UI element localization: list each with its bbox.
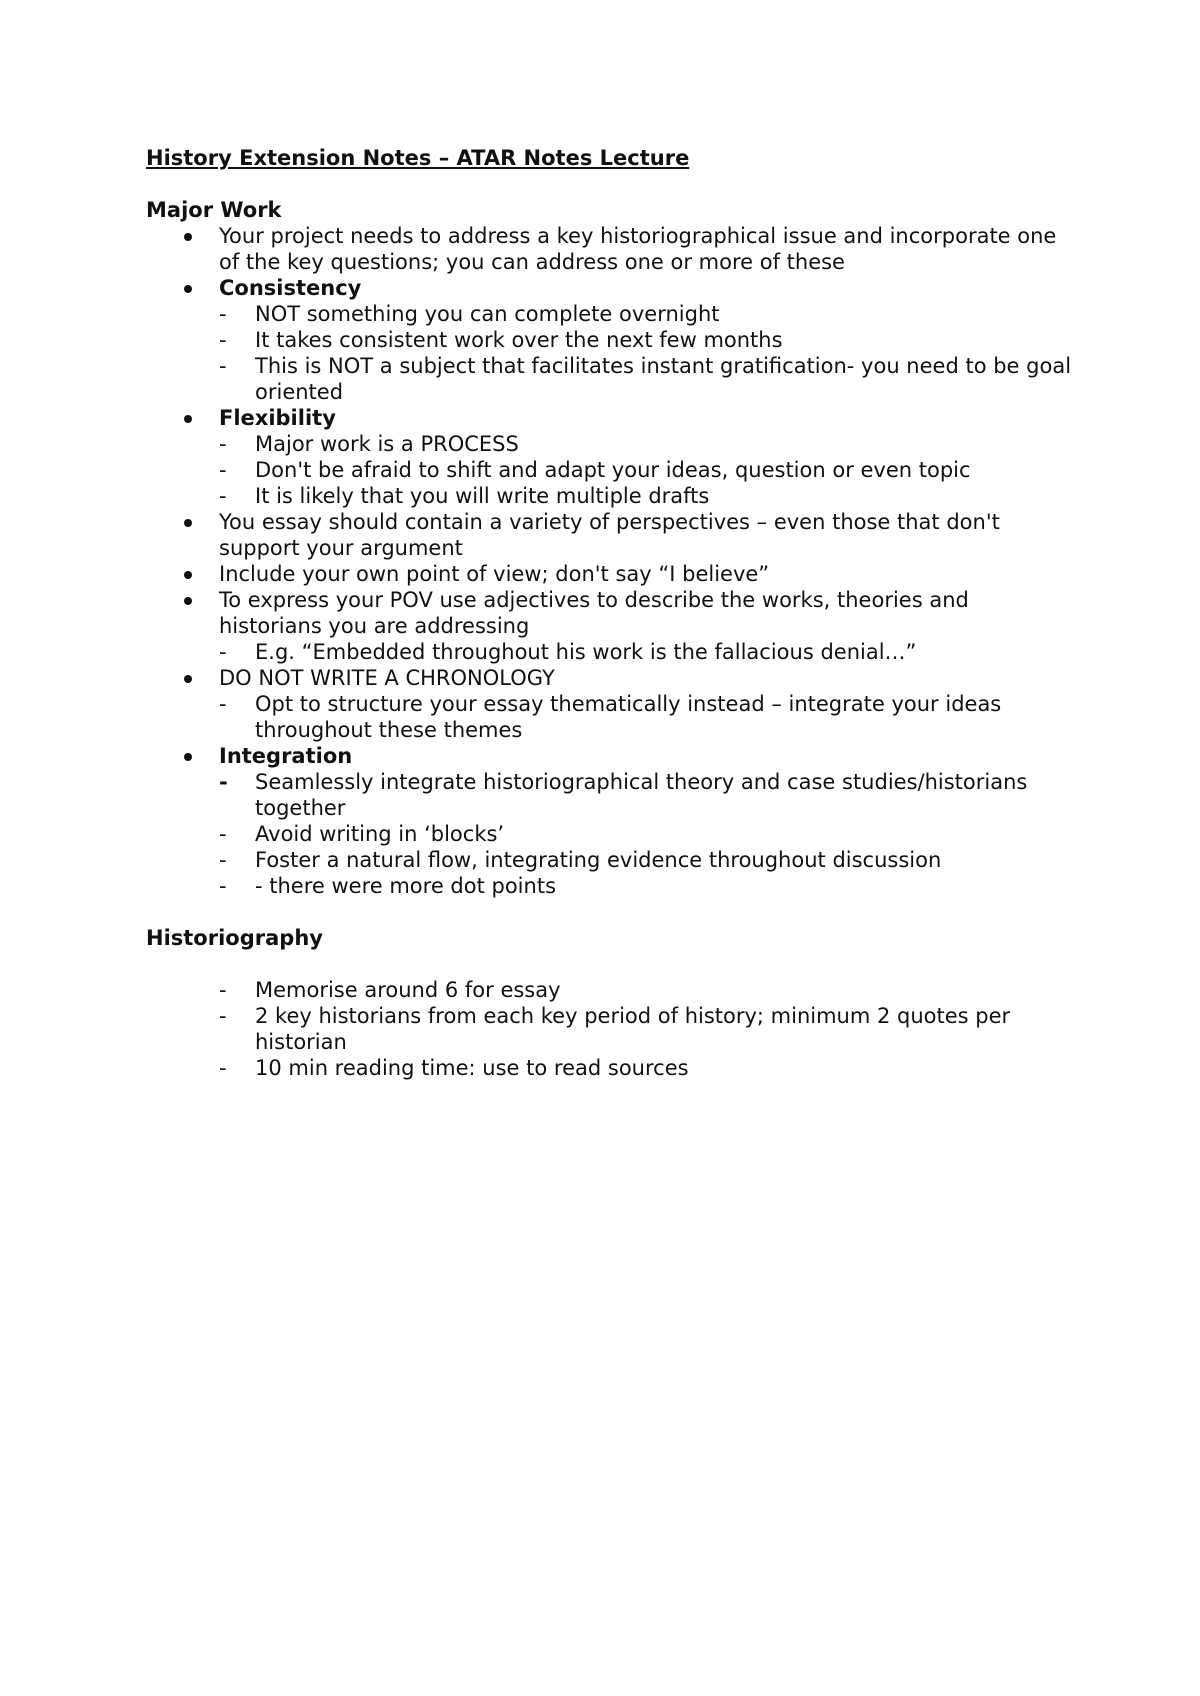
dash-icon: - <box>219 692 227 716</box>
bullet-text: Integration <box>219 744 353 768</box>
dash-icon: - <box>219 484 227 508</box>
sub-list-item <box>146 301 1076 327</box>
sub-item-text: Avoid writing in ‘blocks’ <box>255 822 505 846</box>
sub-list-item <box>146 457 1076 483</box>
dash-icon: - <box>219 1004 227 1028</box>
spacer <box>146 951 1076 977</box>
sub-list <box>219 431 1076 509</box>
sub-list-item <box>146 873 1076 899</box>
dash-icon: - <box>219 770 228 794</box>
bullet-icon <box>184 753 192 761</box>
dash-icon: - <box>219 432 227 456</box>
sub-item-text: It is likely that you will write multiple drafts <box>255 484 710 508</box>
section-heading-historiography: Historiography <box>146 926 323 950</box>
list-item <box>146 665 1076 743</box>
sub-item-text: Don't be afraid to shift and adapt your ideas, question or even topic <box>255 458 971 482</box>
sub-list <box>219 691 1076 743</box>
sub-item-text: - there were more dot points <box>255 874 557 898</box>
sub-item-text: 2 key historians from each key period of history; minimum 2 quotes per historian <box>255 1004 1011 1054</box>
sub-list-item <box>146 483 1076 509</box>
sub-list-item <box>146 353 1076 405</box>
sub-list-item <box>146 327 1076 353</box>
bullet-icon <box>184 519 192 527</box>
list-item <box>146 275 1076 405</box>
bullet-icon <box>184 571 192 579</box>
sub-item-text: It takes consistent work over the next few months <box>255 328 783 352</box>
bullet-icon <box>184 675 192 683</box>
major-work-list <box>146 223 1076 899</box>
bullet-text: Flexibility <box>219 406 336 430</box>
list-item <box>146 561 1076 587</box>
sub-item-text: Seamlessly integrate historiographical theory and case studies/historians together <box>255 770 1028 820</box>
sub-item-text: Memorise around 6 for essay <box>255 978 561 1002</box>
dash-icon: - <box>219 328 227 352</box>
document-page <box>146 145 1076 1081</box>
historiography-list <box>146 977 1076 1081</box>
sub-item-text: E.g. “Embedded throughout his work is the fallacious denial…” <box>255 640 917 664</box>
sub-list-item <box>146 431 1076 457</box>
dash-icon: - <box>219 302 227 326</box>
dash-icon: - <box>219 354 227 378</box>
list-item <box>146 509 1076 561</box>
list-item <box>146 405 1076 509</box>
bullet-icon <box>184 597 192 605</box>
sub-item-text: Foster a natural flow, integrating evidence throughout discussion <box>255 848 942 872</box>
sub-list-item <box>146 821 1076 847</box>
bullet-text: Your project needs to address a key historiographical issue and incorporate one of the key questions; you can address one or more of these <box>219 224 1057 274</box>
bullet-text: DO NOT WRITE A CHRONOLOGY <box>219 666 555 690</box>
dash-icon: - <box>219 874 227 898</box>
bullet-text: Consistency <box>219 276 362 300</box>
bullet-icon <box>184 415 192 423</box>
spacer <box>146 899 1076 925</box>
sub-item-text: 10 min reading time: use to read sources <box>255 1056 689 1080</box>
sub-list-item <box>146 1003 1076 1055</box>
dash-icon: - <box>219 640 227 664</box>
bullet-icon <box>184 233 192 241</box>
section-heading-major-work: Major Work <box>146 198 282 222</box>
sub-item-text: This is NOT a subject that facilitates instant gratification- you need to be goal oriented <box>255 354 1072 404</box>
list-item <box>146 223 1076 275</box>
sub-list <box>219 769 1076 899</box>
sub-list <box>219 639 1076 665</box>
dash-icon: - <box>219 978 227 1002</box>
sub-list-item <box>146 1055 1076 1081</box>
list-item <box>146 743 1076 899</box>
dash-icon: - <box>219 1056 227 1080</box>
sub-list-item <box>146 769 1076 821</box>
sub-item-text: NOT something you can complete overnight <box>255 302 720 326</box>
sub-item-text: Opt to structure your essay thematically instead – integrate your ideas throughout these themes <box>255 692 1002 742</box>
sub-list <box>219 301 1076 405</box>
sub-list-item <box>146 977 1076 1003</box>
bullet-text: You essay should contain a variety of perspectives – even those that don't support your argument <box>219 510 1000 560</box>
dash-icon: - <box>219 458 227 482</box>
sub-item-text: Major work is a PROCESS <box>255 432 519 456</box>
list-item <box>146 587 1076 665</box>
dash-icon: - <box>219 848 227 872</box>
dash-icon: - <box>219 822 227 846</box>
document-title: History Extension Notes – ATAR Notes Lecture <box>146 146 690 170</box>
sub-list-item <box>146 847 1076 873</box>
bullet-text: To express your POV use adjectives to describe the works, theories and historians you are addressing <box>219 588 969 638</box>
sub-list-item <box>146 691 1076 743</box>
bullet-text: Include your own point of view; don't say “I believe” <box>219 562 770 586</box>
sub-list-item <box>146 639 1076 665</box>
bullet-icon <box>184 285 192 293</box>
